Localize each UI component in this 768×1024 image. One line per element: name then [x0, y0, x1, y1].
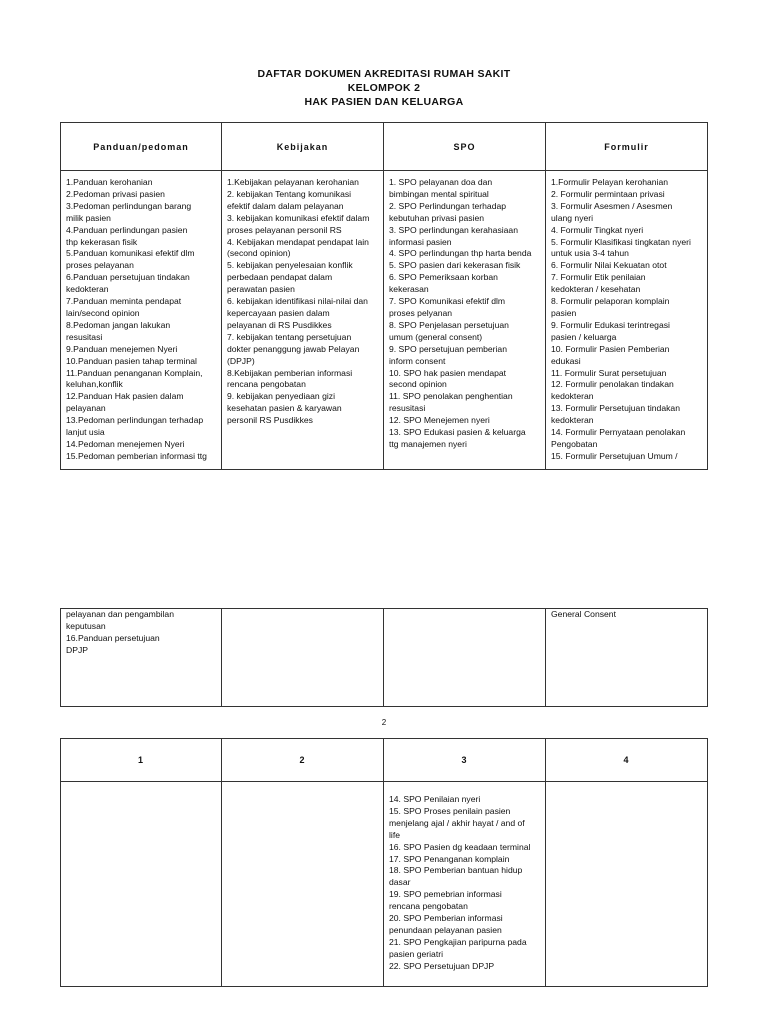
list-line: 16.Panduan persetujuan	[66, 632, 160, 643]
list-line: proses pelayanan personil RS	[227, 224, 342, 235]
list-line: 5. Formulir Klasifikasi tingkatan nyeri	[551, 236, 691, 247]
list-line: 17. SPO Penanganan komplain	[389, 853, 510, 864]
cell-col-1	[61, 782, 222, 987]
list-line: 6. SPO Pemeriksaan korban	[389, 272, 498, 283]
header-col-2: 2	[222, 739, 384, 782]
list-line: edukasi	[551, 355, 581, 366]
doc-subtitle-topic: HAK PASIEN DAN KELUARGA	[304, 96, 464, 108]
list-line: life	[389, 829, 400, 840]
cell-spo	[384, 171, 546, 470]
cell-col-2	[222, 782, 384, 987]
list-line: perbedaan pendapat dalam	[227, 272, 333, 283]
list-line: 11. SPO penolakan penghentian	[389, 391, 513, 402]
list-line: 9. Formulir Edukasi terintregasi	[551, 319, 670, 330]
list-line: 3. Formulir Asesmen / Asesmen	[551, 200, 673, 211]
list-line: 1.Formulir Pelayan kerohanian	[551, 177, 669, 187]
header-spo: SPO	[384, 123, 546, 171]
list-line: 4. SPO perlindungan thp harta benda	[389, 248, 532, 259]
doc-subtitle-group: KELOMPOK 2	[347, 82, 421, 94]
page-number: 2	[381, 718, 387, 727]
list-line: pelayanan dan pengambilan	[66, 609, 174, 619]
list-line: 14.Pedoman menejemen Nyeri	[66, 438, 185, 449]
list-line: personil RS Pusdikkes	[227, 415, 313, 426]
list-line: 15. SPO Proses penilain pasien	[389, 805, 511, 816]
list-line: bimbingan mental spiritual	[389, 188, 489, 199]
list-line: kekerasan	[389, 284, 429, 295]
list-line: 7. kebijakan tentang persetujuan	[227, 331, 352, 342]
header-col-1: 1	[61, 739, 222, 782]
list-line: 11. Formulir Surat persetujuan	[551, 367, 667, 378]
list-line: keluhan,konflik	[66, 379, 123, 390]
list-line: 2.Pedoman privasi pasien	[66, 188, 165, 199]
header-col-3: 3	[384, 739, 546, 782]
list-line: untuk usia 3-4 tahun	[551, 248, 629, 259]
list-line: resusitasi	[66, 331, 103, 342]
list-line: lain/second opinion	[66, 307, 140, 318]
list-line: 5.Panduan komunikasi efektif dlm	[66, 248, 195, 259]
list-line: 1.Kebijakan pelayanan kerohanian	[227, 177, 359, 187]
list-line: 6. kebijakan identifikasi nilai-nilai dan	[227, 296, 368, 307]
list-line: 5. SPO pasien dari kekerasan fisik	[389, 260, 521, 271]
list-line: pasien	[551, 307, 577, 318]
cell-panduan	[61, 171, 222, 470]
list-line: dokter penanggung jawab Pelayan	[227, 343, 360, 354]
list-line: 2. Formulir permintaan privasi	[551, 188, 665, 199]
list-line: 1. SPO pelayanan doa dan	[389, 177, 493, 187]
cell-formulir	[546, 171, 708, 470]
list-line: 12. Formulir penolakan tindakan	[551, 379, 674, 390]
list-line: 4.Panduan perlindungan pasien	[66, 224, 188, 235]
list-line: 3. kebijakan komunikasi efektif dalam	[227, 212, 370, 223]
list-line: 11.Panduan penanganan Komplain,	[66, 367, 203, 378]
list-line: resusitasi	[389, 403, 426, 414]
document-table-2	[60, 738, 708, 987]
list-line: penundaan pelayanan pasien	[389, 924, 502, 935]
list-line: kebutuhan privasi pasien	[389, 212, 485, 223]
list-line: 10. Formulir Pasien Pemberian	[551, 343, 670, 354]
list-line: kedokteran / kesehatan	[551, 284, 641, 295]
list-line: 13. SPO Edukasi pasien & keluarga	[389, 427, 526, 438]
list-line: 9. SPO persetujuan pemberian	[389, 343, 507, 354]
list-line: efektif dalam dalam pelayanan	[227, 200, 344, 211]
document-table-continuation	[60, 608, 708, 707]
list-line: pelayanan di RS Pusdikkes	[227, 319, 332, 330]
cell-spo-cont	[384, 609, 546, 707]
cell-kebijakan	[222, 171, 384, 470]
list-line: 15.Pedoman pemberian informasi ttg	[66, 450, 207, 461]
list-line: keputusan	[66, 620, 106, 631]
list-line: 19. SPO pemebrian informasi	[389, 889, 502, 900]
header-col-4: 4	[546, 739, 708, 782]
list-line: 5. kebijakan penyelesaian konflik	[227, 260, 353, 271]
list-line: 7. SPO Komunikasi efektif dlm	[389, 296, 506, 307]
list-line: perawatan pasien	[227, 284, 295, 295]
list-line: kedokteran	[66, 284, 109, 295]
list-line: ulang nyeri	[551, 212, 594, 223]
list-line: pelayanan	[66, 403, 106, 414]
list-line: 9.Panduan menejemen Nyeri	[66, 343, 178, 354]
cell-panduan-cont	[61, 609, 222, 707]
list-line: 8. SPO Penjelasan persetujuan	[389, 319, 509, 330]
list-line: 2. SPO Perlindungan terhadap	[389, 200, 507, 211]
list-line: inform consent	[389, 355, 446, 366]
list-line: 8. Formulir pelaporan komplain	[551, 296, 670, 307]
cell-spo-2	[384, 782, 546, 987]
list-line: kesehatan pasien & karyawan	[227, 403, 342, 414]
list-line: 12.Panduan Hak pasien dalam	[66, 391, 184, 402]
list-line: 13. Formulir Persetujuan tindakan	[551, 403, 680, 414]
list-line: pasien geriatri	[389, 948, 443, 959]
list-line: rencana pengobatan	[227, 379, 306, 390]
list-line: 8.Pedoman jangan lakukan	[66, 319, 171, 330]
list-line: 3.Pedoman perlindungan barang	[66, 200, 192, 211]
list-line: umum (general consent)	[389, 331, 483, 342]
list-line: 8.Kebijakan pemberian informasi	[227, 367, 353, 378]
list-line: Pengobatan	[551, 438, 598, 449]
list-line: (DPJP)	[227, 355, 255, 366]
header-formulir: Formulir	[546, 123, 708, 171]
doc-title: DAFTAR DOKUMEN AKREDITASI RUMAH SAKIT	[257, 68, 511, 80]
list-line: 7.Panduan meminta pendapat	[66, 296, 182, 307]
list-line: 21. SPO Pengkajian paripurna pada	[389, 936, 527, 947]
list-line: (second opinion)	[227, 248, 291, 259]
header-kebijakan: Kebijakan	[222, 123, 384, 171]
list-line: 18. SPO Pemberian bantuan hidup	[389, 865, 523, 876]
list-line: informasi pasien	[389, 236, 452, 247]
list-line: ttg manajemen nyeri	[389, 438, 467, 449]
list-line: 14. Formulir Pernyataan penolakan	[551, 427, 686, 438]
cell-formulir-cont	[546, 609, 708, 707]
cell-kebijakan-cont	[222, 609, 384, 707]
list-line: 3. SPO perlindungan kerahasiaan	[389, 224, 518, 235]
document-table-1	[60, 122, 708, 470]
list-line: 13.Pedoman perlindungan terhadap	[66, 415, 204, 426]
list-line: dasar	[389, 877, 411, 888]
list-line: thp kekerasan fisik	[66, 236, 138, 247]
list-line: second opinion	[389, 379, 447, 390]
list-line: proses pelayanan	[66, 260, 134, 271]
list-line: 2. kebijakan Tentang komunikasi	[227, 188, 352, 199]
list-line: 15. Formulir Persetujuan Umum /	[551, 450, 678, 461]
list-line: 4. Kebijakan mendapat pendapat lain	[227, 236, 369, 247]
list-line: General Consent	[551, 609, 616, 619]
list-line: DPJP	[66, 644, 88, 655]
list-line: menjelang ajal / akhir hayat / and of	[389, 817, 525, 828]
list-line: 7. Formulir Etik penilaian	[551, 272, 646, 283]
list-line: 10.Panduan pasien tahap terminal	[66, 355, 197, 366]
list-line: pasien / keluarga	[551, 331, 617, 342]
list-line: rencana pengobatan	[389, 901, 468, 912]
list-line: lanjut usia	[66, 427, 105, 438]
header-panduan: Panduan/pedoman	[61, 123, 222, 171]
list-line: 6. Formulir Nilai Kekuatan otot	[551, 260, 667, 271]
list-line: 9. kebijakan penyediaan gizi	[227, 391, 335, 402]
list-line: proses pelyanan	[389, 307, 453, 318]
list-line: milik pasien	[66, 212, 111, 223]
list-line: 6.Panduan persetujuan tindakan	[66, 272, 190, 283]
cell-col-4	[546, 782, 708, 987]
list-line: 4. Formulir Tingkat nyeri	[551, 224, 644, 235]
list-line: kepercayaan pasien dalam	[227, 307, 330, 318]
list-line: kedokteran	[551, 415, 594, 426]
list-line: kedokteran	[551, 391, 594, 402]
list-line: 1.Panduan kerohanian	[66, 177, 153, 187]
list-line: 20. SPO Pemberian informasi	[389, 913, 503, 924]
list-line: 12. SPO Menejemen nyeri	[389, 415, 490, 426]
list-line: 14. SPO Penilaian nyeri	[389, 794, 481, 804]
list-line: 22. SPO Persetujuan DPJP	[389, 960, 495, 971]
list-line: 10. SPO hak pasien mendapat	[389, 367, 507, 378]
list-line: 16. SPO Pasien dg keadaan terminal	[389, 841, 531, 852]
